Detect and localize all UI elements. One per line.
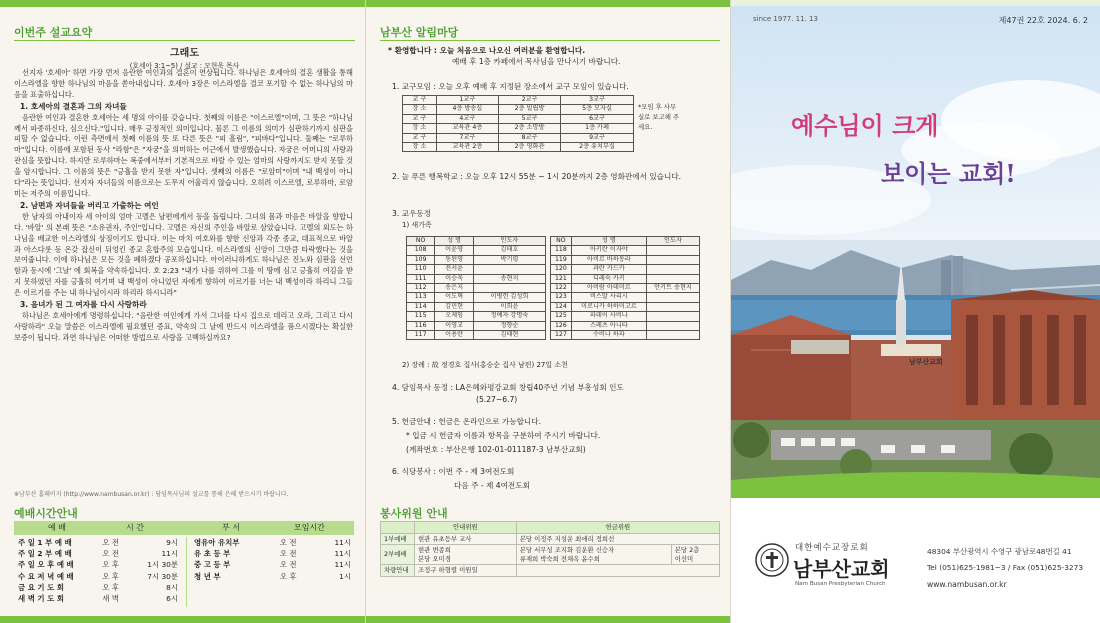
schedule-header-meeting: 모임시간: [294, 523, 325, 532]
department-row: [190, 559, 355, 570]
parish-cell: 교육관 2층: [436, 143, 498, 152]
newcomer-cell: 117: [407, 331, 435, 340]
newcomer-row: [551, 312, 700, 321]
newcomer-row: [551, 284, 700, 293]
newcomer-cell: 이영교: [435, 321, 474, 330]
newcomer-cell: 송은지: [435, 284, 474, 293]
newcomer-cell: 아키란 이자야: [571, 246, 646, 255]
parish-cell: 4층 방송실: [436, 105, 498, 114]
divider: [380, 40, 720, 41]
newcomer-row: [407, 274, 546, 283]
worship-row: [14, 593, 182, 604]
newcomer-cell: 이용란: [435, 331, 474, 340]
newcomer-cell: 정향순: [473, 321, 545, 330]
newcomer-cell: 수비나 하파: [571, 331, 646, 340]
newcomer-cell: [646, 321, 699, 330]
parish-row: [403, 124, 634, 133]
sky-clouds: [731, 30, 1100, 260]
worship-schedule-table: [14, 537, 182, 604]
newcomer-cell: 125: [551, 312, 572, 321]
notice-5-note: * 입금 시 헌금자 이름과 항목을 구분하여 주시기 바랍니다.: [406, 431, 601, 440]
vol-header-blank: [381, 522, 415, 534]
department-ampm: 오 전: [279, 549, 297, 559]
sermon-paragraph-1: 음란한 여인과 결혼한 호세아는 세 명의 아이를 갖습니다. 첫째의 이름은 "이스르엘"이며, 그 뜻은 "하나님께서 파종하신다, 심으신다."입니다. 매우 긍정적인 의미입니다. 물론 그 이름의 의미가 심판하기까지 심판을 피할 수 없습니다. 이런 측면에서 첫째 이름의 뜻 또 다른 뜻은 "피 흘림", "피바다"입니다. 둘째는 "로루하마"입니다. 이름에 포함된 동사 "라함"은 "자궁"을 의미하는 어근에서 발생했습니다. 자궁은 어머니의 사랑과 관심을 뜻합니다. 하지만 로루하마는 복중에서부터 기본적으로 바랄 수 있는 엄마의 사랑까지도 받지 못할 것을 암시합니다. 그 이름의 뜻은 "긍휼을 받지 못한 자"입니다. 셋째의 이름은 "로암미"이며 "내 백성이 아니다"라는 뜻입니다. 선지자 자녀들의 이름으로는 도무지 어울리지 않습니다. 오히려 이스르엘, 로루하마, 로암미는 저주의 이름입니다.: [14, 112, 353, 198]
notice-5-account: (계좌번호 : 부산은행 102-01-011187-3 남부산교회): [406, 445, 586, 454]
notice-2: 2. 늘 푸른 행복학교 : 오늘 오후 12시 55분 ~ 1시 20분까지 2층 영화관에서 있습니다.: [392, 172, 682, 181]
volunteer-guide: 현관 유초등부 교사: [415, 533, 517, 545]
sermon-paragraph-2: 한 남자의 아내이자 세 아이의 엄마 고멜은 남편에게서 등을 돌립니다. 그녀의 몸과 마음은 바알을 향합니다. '바알' 의 본래 뜻은 "소유권자, 주인"입니다. 고멜은 자신의 주인을 바알로 삼았습니다. 고멜의 외도는 하나님을 배교한 이스라엘의 상징이기도 합니다. 이는 마치 여호와를 향한 신앙과 각종 종교, 대표적으로 바알과 아스다롯 등 온갖 잡신이 뒤엉킨 종교 혼합주의 모습입니다. 이스라엘의 신앙이 그만큼 타락했다는 것을 보여줍니다. 이에 하나님은 모든 것을 폐하겠다 공포하십니다. 아이러니하게도 하나님은 진노와 심판을 선언함과 동시에 '그날' 에 회복을 약속하십니다. 호 2:23 "내가 나를 위하여 그를 이 땅에 심고 긍휼히 여김을 받지 못하였던 자를 긍휼히 여기며 내 백성이 아니었던 자에게 향하여 이르기를 너는 내 백성이라 하리니 그들은 이르기를 주는 내 하나님이시라 하리라 하시니라": [14, 211, 353, 298]
worship-name: 주 일 1 부 예 배: [18, 538, 72, 547]
col-no: NO: [551, 237, 572, 246]
newcomer-cell: 디레숙 카키: [571, 274, 646, 283]
newcomer-cell: [646, 265, 699, 274]
newcomer-cell: 119: [551, 255, 572, 264]
newcomer-cell: 김태호: [473, 246, 545, 255]
volunteer-label: 차량안내: [381, 565, 415, 577]
parish-cell: 3교구: [561, 96, 634, 105]
newcomer-cell: 115: [407, 312, 435, 321]
newcomer-cell: 110: [407, 265, 435, 274]
schedule-header-dept: 부 서: [222, 523, 240, 532]
parish-cell: 교육관 4층: [436, 124, 498, 133]
parish-cell: 교 구: [403, 133, 437, 142]
parish-row: [403, 114, 634, 123]
newcomer-cell: 이승욱: [435, 274, 474, 283]
newcomer-cell: 122: [551, 284, 572, 293]
newcomer-cell: 정예자 강명숙: [473, 312, 545, 321]
sermon-intro: 선지자 '호세아' 하면 가장 먼저 음란한 여인과의 결혼이 연상됩니다. 하나님은 호세아의 결혼 생활을 통해 이스라엘을 향한 하나님의 마음을 쏟아내십니다. 호세아 3장은 이스라엘을 결코 포기할 수 없는 하나님의 마음을 표출하십니다.: [14, 68, 353, 99]
worship-time: 8시: [166, 582, 178, 592]
volunteer-label: 1부예배: [381, 533, 415, 545]
parish-cell: 2층 빌립방: [498, 105, 560, 114]
newcomers-table-left: [406, 236, 546, 340]
parish-cell: 2교구: [498, 96, 560, 105]
parish-cell: 장 소: [403, 105, 437, 114]
newcomer-row: [551, 246, 700, 255]
parish-cell: 5층 모자실: [561, 105, 634, 114]
worship-ampm: 오 전: [102, 538, 119, 547]
newcomer-row: [407, 246, 546, 255]
newcomer-cell: 112: [407, 284, 435, 293]
newcomer-cell: [646, 312, 699, 321]
col-name: 성 명: [571, 237, 646, 246]
parish-row: [403, 143, 634, 152]
issue-info: 제47권 22호 2024. 6. 2: [998, 16, 1088, 25]
volunteer-offering: [516, 565, 719, 577]
worship-time: 6시: [166, 594, 178, 604]
newcomer-cell: 이병헌 김성희: [473, 293, 545, 302]
schedule-divider: [186, 537, 187, 607]
newcomer-row: [407, 331, 546, 340]
newcomer-row: [407, 293, 546, 302]
worship-row: [14, 582, 182, 593]
parish-table: [402, 95, 634, 152]
volunteer-row: [381, 545, 720, 565]
parish-cell: 8교구: [498, 133, 560, 142]
newcomer-cell: 안키트 송현지: [646, 284, 699, 293]
parish-row: [403, 96, 634, 105]
welcome-notice: [388, 45, 720, 67]
newcomer-cell: 김태현: [473, 331, 545, 340]
department-name: 유 초 등 부: [194, 549, 231, 559]
cover-panel: [731, 0, 1100, 623]
newcomer-cell: [646, 246, 699, 255]
newcomer-cell: 과란 카드카: [571, 265, 646, 274]
department-ampm: 오 전: [279, 538, 297, 547]
newcomer-cell: [646, 274, 699, 283]
newcomer-row: [551, 302, 700, 311]
newcomer-cell: 108: [407, 246, 435, 255]
col-guide: 인도자: [646, 237, 699, 246]
parish-cell: 교 구: [403, 96, 437, 105]
worship-ampm: 오 후: [102, 582, 119, 592]
address: 48304 부산광역시 수영구 광남로48번길 41: [927, 547, 1072, 556]
newcomer-row: [407, 255, 546, 264]
vol-header-guide: 안내위원: [415, 522, 517, 534]
church-english-name: Nam Busan Presbyterian Church: [795, 581, 886, 587]
parish-cell: 2층 유치부실: [561, 143, 634, 152]
department-ampm: 오 전: [279, 560, 297, 570]
parish-cell: 교 구: [403, 114, 437, 123]
church-name: 남부산교회: [793, 557, 890, 581]
newcomer-row: [407, 265, 546, 274]
parish-cell: 7교구: [436, 133, 498, 142]
department-name: 영유아 유치부: [194, 538, 240, 547]
worship-ampm: 오 전: [102, 549, 119, 559]
volunteer-offering: 본당 서무성 조지화 김운환 신승자 류재희 박숙희 전채옥 윤수희: [516, 545, 671, 565]
vol-header-offering: 헌금위원: [516, 522, 719, 534]
newcomer-cell: 121: [551, 274, 572, 283]
newcomer-cell: 김민현: [435, 302, 474, 311]
volunteers-section-title: 봉사위원 안내: [380, 507, 448, 520]
parish-cell: 5교구: [498, 114, 560, 123]
divider: [14, 40, 355, 41]
department-time: 11시: [334, 538, 351, 547]
volunteer-guide: 현관 변종희 본당 오미경: [415, 545, 517, 565]
parish-cell: 6교구: [561, 114, 634, 123]
parish-cell: 2층 소망방: [498, 124, 560, 133]
homepage-footnote: ※남부산 홈페이지 (http://www.nambusan.or.kr) : 담임목사님의 설교를 통해 은혜 받으시기 바랍니다.: [14, 491, 289, 498]
notice-3-funeral: 2) 장례 : 故 정경호 집사(홍승순 집사 남편) 27일 소천: [402, 361, 568, 369]
worship-row: [14, 537, 182, 548]
worship-row: [14, 571, 182, 582]
parish-cell: 1층 카페: [561, 124, 634, 133]
worship-time: 11시: [161, 549, 178, 559]
newcomer-cell: 109: [407, 255, 435, 264]
sermon-paragraph-3: 하나님은 호세아에게 명령하십니다. "음란한 여인에게 가서 그녀를 다시 집으로 데리고 오라, 그리고 다시 사랑하라" 오늘 말씀은 이스라엘에 필요했던 증표, 약속의 그 날에 반드시 이스라엘을 품으시겠다는 확실한 보증이 됩니다. 과연 하나님은 어떠한 방법으로 사랑을 고백하실까요?: [14, 310, 353, 342]
notice-3: 3. 교우동정: [392, 209, 432, 218]
newcomer-row: [407, 321, 546, 330]
newcomer-cell: 박기령: [473, 255, 545, 264]
sermon-panel: [0, 0, 366, 623]
newcomer-cell: 아비르 바하동라: [571, 255, 646, 264]
col-name: 성 명: [435, 237, 474, 246]
newcomer-cell: 전서윤: [435, 265, 474, 274]
newcomer-row: [407, 312, 546, 321]
newcomer-cell: [646, 331, 699, 340]
denomination: 대한예수교장로회: [795, 543, 869, 553]
volunteer-guide: 조정구 하형렬 이원일: [415, 565, 517, 577]
volunteer-extra: 본당 2층 이선미: [671, 545, 719, 565]
schedule-header-band: [14, 521, 354, 535]
newcomer-cell: 123: [551, 293, 572, 302]
notice-1: 1. 교구모임 : 오늘 오후 예배 후 지정된 장소에서 교구 모임이 있습니다.: [392, 82, 629, 91]
slogan-line-1: 예수님이 크게: [791, 111, 939, 140]
worship-name: 주 일 오 후 예 배: [18, 560, 74, 570]
newcomer-cell: 111: [407, 274, 435, 283]
phone-fax: Tel (051)625-1981~3 / Fax (051)625-3273: [927, 563, 1084, 572]
sermon-heading-3: 3. 음녀가 된 그 여자를 다시 사랑하라: [20, 300, 147, 310]
newcomer-row: [551, 321, 700, 330]
department-row: [190, 571, 355, 582]
notice-6: 6. 식당봉사 : 이번 주 - 제 3여전도회: [392, 467, 515, 476]
newcomer-cell: 스레츠 아니타: [571, 321, 646, 330]
building-sign: 남부산교회: [909, 358, 943, 366]
newcomer-cell: 이희윤: [473, 302, 545, 311]
volunteer-row: [381, 533, 720, 545]
newcomer-row: [551, 293, 700, 302]
newcomer-cell: 송현지: [473, 274, 545, 283]
newcomer-row: [551, 331, 700, 340]
worship-time: 7시 30분: [147, 571, 178, 581]
worship-name: 주 일 2 부 예 배: [18, 549, 72, 559]
newcomers-table-right: [550, 236, 700, 340]
sermon-heading-1: 1. 호세아의 결혼과 그의 자녀들: [20, 101, 127, 111]
newcomer-cell: [646, 293, 699, 302]
newcomer-cell: 비스말 사리시: [571, 293, 646, 302]
schedule-header-time: 시 간: [126, 523, 144, 532]
newcomer-cell: [646, 255, 699, 264]
sermon-section-title: 이번주 설교요약: [14, 26, 93, 39]
bottom-accent-bar: [366, 616, 730, 623]
volunteer-offering: 본당 이정주 지성운 최애리 정희선: [516, 533, 719, 545]
newcomer-cell: 118: [551, 246, 572, 255]
notice-6-next: 다음 주 - 제 4여전도회: [454, 481, 530, 490]
notices-panel: [366, 0, 731, 623]
department-time: 11시: [334, 549, 351, 559]
notice-4: 4. 담임목사 동정 : LA은혜와평강교회 창립40주년 기념 부흥성회 인도: [392, 383, 624, 392]
worship-ampm: 오 후: [102, 560, 119, 570]
parish-note: *모임 후 사무실로 보고해 주세요.: [638, 103, 680, 131]
slogan-line-2: 보이는 교회!: [881, 159, 1016, 188]
newcomer-cell: [646, 302, 699, 311]
worship-row: [14, 559, 182, 570]
newcomer-cell: 동된영: [435, 255, 474, 264]
col-guide: 인도자: [473, 237, 545, 246]
parish-row: [403, 105, 634, 114]
worship-name: 금 요 기 도 회: [18, 582, 64, 592]
newcomer-row: [551, 255, 700, 264]
newcomer-cell: 이도혁: [435, 293, 474, 302]
parish-cell: 장 소: [403, 143, 437, 152]
notices-section-title: 남부산 알림마당: [380, 26, 459, 39]
top-accent-bar: [0, 0, 365, 7]
department-row: [190, 548, 355, 559]
newcomer-row: [407, 302, 546, 311]
newcomer-row: [407, 284, 546, 293]
newcomer-cell: 113: [407, 293, 435, 302]
welcome-line-1: * 환영합니다 : 오늘 처음으로 나오신 여러분을 환영합니다.: [388, 46, 586, 55]
newcomer-cell: [473, 284, 545, 293]
newcomer-cell: 파데이 사비나: [571, 312, 646, 321]
newcomer-cell: 127: [551, 331, 572, 340]
sermon-title: 그래도: [170, 48, 199, 59]
newcomer-cell: 아비람 아데미르: [571, 284, 646, 293]
newcomer-cell: [473, 265, 545, 274]
volunteers-table: [380, 521, 720, 577]
newcomer-cell: 미로니카 하하미고르: [571, 302, 646, 311]
newcomer-cell: 120: [551, 265, 572, 274]
worship-name: 수 요 저 녁 예 배: [18, 571, 74, 581]
department-time: 1시: [339, 571, 351, 581]
department-ampm: 오 후: [279, 571, 297, 581]
top-accent-bar: [366, 0, 730, 7]
notice-5: 5. 헌금안내 : 헌금은 온라인으로 가능합니다.: [392, 417, 541, 426]
worship-row: [14, 548, 182, 559]
since-date: since 1977. 11. 13: [753, 15, 818, 23]
sermon-heading-2: 2. 남편과 자녀들을 버리고 가출하는 여인: [20, 200, 159, 210]
department-schedule-table: [190, 537, 355, 582]
department-name: 청 년 부: [194, 571, 221, 581]
notice-3-newcomers: 1) 새가족: [402, 221, 432, 229]
newcomer-cell: 오제임: [435, 312, 474, 321]
church-seal-icon: [755, 543, 789, 577]
welcome-line-2: 예배 후 1층 카페에서 목사님을 만나시기 바랍니다.: [452, 57, 621, 66]
parish-cell: 1교구: [436, 96, 498, 105]
worship-ampm: 새 벽: [102, 594, 119, 604]
volunteer-label: 2부예배: [381, 545, 415, 565]
bottom-accent-bar: [0, 616, 365, 623]
parish-cell: 9교구: [561, 133, 634, 142]
notice-4-dates: (5.27~6.7): [476, 395, 518, 404]
volunteer-row: [381, 565, 720, 577]
newcomer-row: [551, 274, 700, 283]
newcomer-cell: 114: [407, 302, 435, 311]
worship-time: 9시: [166, 538, 178, 547]
website-link[interactable]: www.nambusan.or.kr: [927, 580, 1007, 589]
parish-row: [403, 133, 634, 142]
newcomer-cell: 116: [407, 321, 435, 330]
church-photo: [731, 240, 1100, 498]
parish-cell: 4교구: [436, 114, 498, 123]
cover-top-band: [731, 0, 1100, 6]
schedule-header-worship: 예 배: [48, 523, 66, 532]
newcomer-cell: 이윤영: [435, 246, 474, 255]
sermon-body: [14, 68, 353, 344]
parish-cell: 2층 영화관: [498, 143, 560, 152]
newcomer-cell: 124: [551, 302, 572, 311]
worship-time: 1시 30분: [147, 560, 178, 570]
sermon-reference: (호세아 3:1~5) / 설교 : 모현욱 목사: [129, 62, 240, 70]
newcomer-row: [551, 265, 700, 274]
col-no: NO: [407, 237, 435, 246]
newcomer-cell: 126: [551, 321, 572, 330]
department-name: 중 고 등 부: [194, 560, 231, 570]
schedule-section-title: 예배시간안내: [14, 507, 78, 520]
department-time: 11시: [334, 560, 351, 570]
department-row: [190, 537, 355, 548]
parish-cell: 장 소: [403, 124, 437, 133]
worship-ampm: 오 후: [102, 571, 119, 581]
worship-name: 새 벽 기 도 회: [18, 594, 64, 604]
